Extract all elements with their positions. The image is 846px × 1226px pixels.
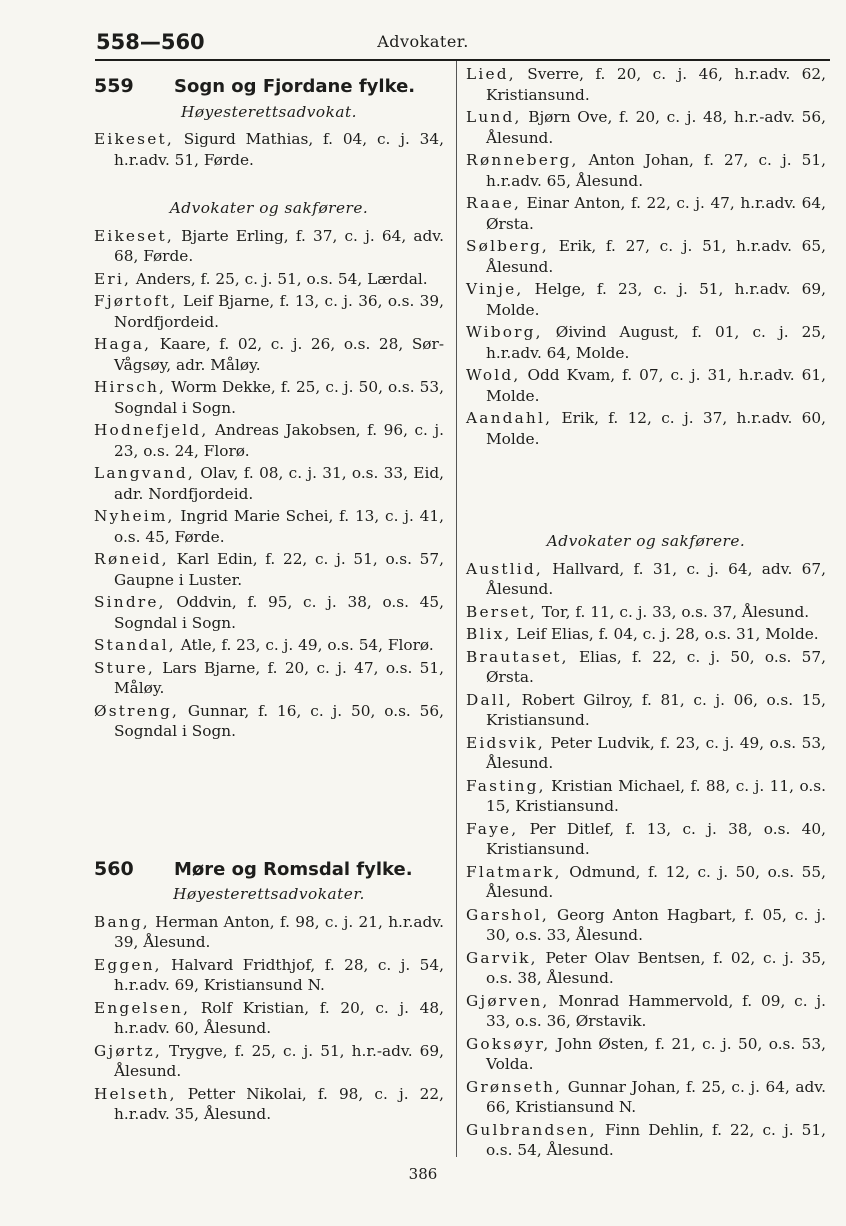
directory-entry — [466, 905, 826, 946]
page-range: 558—560 — [96, 30, 205, 54]
directory-entry — [466, 690, 826, 731]
entry-surname: Faye, — [466, 819, 519, 838]
entry-details: Gunnar, f. 16, c. j. 50, o.s. 56, Sogndal i Sogn. — [114, 701, 444, 740]
entry-surname: Sindre, — [94, 593, 166, 611]
entry-surname: Flatmark, — [466, 862, 562, 881]
s559-group-2 — [94, 226, 444, 742]
entry-details: Anton Johan, f. 27, c. j. 51, h.r.adv. 65, Ålesund. — [486, 151, 826, 190]
entry-details: Peter Olav Bentsen, f. 02, c. j. 35, o.s. 38, Ålesund. — [486, 948, 826, 987]
directory-entry — [466, 602, 826, 623]
entry-details: Odd Kvam, f. 07, c. j. 31, h.r.adv. 61, Molde. — [486, 366, 826, 405]
entry-details: Leif Bjarne, f. 13, c. j. 36, o.s. 39, Nordfjordeid. — [114, 292, 444, 331]
s560-group-2 — [466, 559, 826, 1161]
entry-details: Petter Nikolai, f. 98, c. j. 22, h.r.adv. 35, Ålesund. — [114, 1084, 444, 1123]
entry-details: Sverre, f. 20, c. j. 46, h.r.adv. 62, Kristiansund. — [486, 65, 826, 104]
entry-details: Helge, f. 23, c. j. 51, h.r.adv. 69, Molde. — [486, 280, 826, 319]
directory-entry — [94, 226, 444, 267]
directory-entry — [466, 322, 826, 363]
section-560-name: Møre og Romsdal fylke. — [174, 858, 413, 880]
entry-details: John Østen, f. 21, c. j. 50, o.s. 53, Volda. — [486, 1034, 826, 1073]
directory-entry — [466, 1077, 826, 1118]
entry-details: Hallvard, f. 31, c. j. 64, adv. 67, Ålesund. — [486, 559, 826, 598]
entry-surname: Wiborg, — [466, 323, 543, 341]
entry-surname: Bang, — [94, 912, 150, 931]
entry-surname: Eikeset, — [94, 226, 174, 245]
directory-entry — [466, 193, 826, 234]
entry-surname: Røneid, — [94, 550, 169, 568]
entry-details: Kaare, f. 02, c. j. 26, o.s. 28, Sør-Vågsøy, adr. Måløy. — [114, 335, 444, 374]
right-column — [466, 64, 826, 1163]
entry-surname: Fasting, — [466, 776, 546, 795]
directory-entry — [466, 236, 826, 277]
entry-surname: Berset, — [466, 602, 537, 621]
entry-surname: Lund, — [466, 108, 522, 126]
page-title: Advokater. — [377, 32, 469, 51]
s559-subheading-2: Advokater og sakførere. — [169, 199, 369, 217]
entry-details: Georg Anton Hagbart, f. 05, c. j. 30, o.s. 33, Ålesund. — [486, 905, 826, 944]
directory-entry — [94, 1041, 444, 1082]
directory-entry — [94, 1084, 444, 1125]
entry-surname: Eikeset, — [94, 130, 174, 148]
directory-entry — [94, 377, 444, 418]
entry-surname: Garshol, — [466, 905, 549, 924]
entry-surname: Østreng, — [94, 701, 180, 720]
directory-entry — [466, 64, 826, 105]
entry-surname: Eggen, — [94, 955, 162, 974]
entry-details: Ingrid Marie Schei, f. 13, c. j. 41, o.s. 45, Førde. — [114, 507, 444, 546]
entry-details: Elias, f. 22, c. j. 50, o.s. 57, Ørsta. — [486, 647, 826, 686]
entry-details: Erik, f. 12, c. j. 37, h.r.adv. 60, Molde. — [486, 409, 826, 448]
entry-surname: Dall, — [466, 690, 514, 709]
directory-entry — [94, 129, 444, 170]
column-divider — [456, 61, 457, 1157]
section-559-heading — [94, 76, 444, 98]
s559-subheading-1: Høyesterettsadvokat. — [181, 102, 357, 121]
directory-entry — [94, 420, 444, 461]
entry-details: Herman Anton, f. 98, c. j. 21, h.r.adv. 39, Ålesund. — [114, 912, 444, 951]
entry-details: Anders, f. 25, c. j. 51, o.s. 54, Lærdal. — [131, 269, 428, 288]
entry-details: Lars Bjarne, f. 20, c. j. 47, o.s. 51, Måløy. — [114, 658, 444, 697]
section-559-number: 559 — [94, 75, 134, 97]
directory-entry — [466, 624, 826, 645]
entry-surname: Fjørtoft, — [94, 292, 178, 310]
s560-group-1-right — [466, 64, 826, 449]
entry-surname: Aandahl, — [466, 409, 553, 427]
entry-details: Finn Dehlin, f. 22, c. j. 51, o.s. 54, Ålesund. — [486, 1120, 826, 1159]
entry-details: Worm Dekke, f. 25, c. j. 50, o.s. 53, Sogndal i Sogn. — [114, 378, 444, 417]
header-rule — [95, 59, 830, 61]
entry-surname: Langvand, — [94, 464, 195, 482]
entry-surname: Helseth, — [94, 1084, 177, 1103]
entry-surname: Sølberg, — [466, 237, 549, 255]
directory-entry — [94, 592, 444, 633]
directory-entry — [94, 912, 444, 953]
s559-group-1 — [94, 129, 444, 170]
entry-details: Leif Elias, f. 04, c. j. 28, o.s. 31, Molde. — [511, 625, 819, 643]
entry-surname: Hirsch, — [94, 378, 167, 396]
entry-details: Olav, f. 08, c. j. 31, o.s. 33, Eid, adr. Nordfjordeid. — [114, 464, 444, 503]
entry-details: Peter Ludvik, f. 23, c. j. 49, o.s. 53, Ålesund. — [486, 733, 826, 772]
directory-entry — [94, 998, 444, 1039]
directory-entry — [94, 506, 444, 547]
entry-surname: Gjørven, — [466, 991, 550, 1010]
directory-entry — [94, 955, 444, 996]
entry-surname: Rønneberg, — [466, 151, 579, 169]
entry-details: Karl Edin, f. 22, c. j. 51, o.s. 57, Gaupne i Luster. — [114, 550, 444, 589]
entry-details: Per Ditlef, f. 13, c. j. 38, o.s. 40, Kristiansund. — [486, 819, 826, 858]
directory-entry — [466, 1120, 826, 1161]
entry-surname: Grønseth, — [466, 1077, 563, 1096]
directory-entry — [94, 291, 444, 332]
section-560-heading — [94, 859, 444, 881]
entry-surname: Gulbrandsen, — [466, 1120, 597, 1139]
entry-surname: Wold, — [466, 366, 521, 384]
entry-details: Odmund, f. 12, c. j. 50, o.s. 55, Ålesund. — [486, 862, 826, 901]
entry-details: Tor, f. 11, c. j. 33, o.s. 37, Ålesund. — [536, 602, 810, 621]
entry-surname: Nyheim, — [94, 507, 175, 525]
directory-entry — [466, 819, 826, 860]
entry-details: Andreas Jakobsen, f. 96, c. j. 23, o.s. 24, Florø. — [114, 421, 444, 460]
directory-entry — [94, 635, 444, 656]
directory-entry — [466, 948, 826, 989]
entry-details: Einar Anton, f. 22, c. j. 47, h.r.adv. 64, Ørsta. — [486, 194, 826, 233]
directory-entry — [94, 549, 444, 590]
section-560-number: 560 — [94, 857, 134, 880]
entry-details: Kristian Michael, f. 88, c. j. 11, o.s. 15, Kristiansund. — [486, 776, 826, 815]
page-number: 386 — [408, 1165, 438, 1183]
entry-details: Rolf Kristian, f. 20, c. j. 48, h.r.adv. 60, Ålesund. — [114, 998, 444, 1037]
left-column — [94, 64, 444, 1127]
entry-details: Øivind August, f. 01, c. j. 25, h.r.adv. 64, Molde. — [486, 323, 826, 362]
entry-surname: Engelsen, — [94, 998, 191, 1017]
directory-entry — [466, 733, 826, 774]
entry-surname: Eri, — [94, 269, 132, 288]
directory-entry — [94, 658, 444, 699]
entry-surname: Vinje, — [466, 280, 524, 298]
entry-surname: Austlid, — [466, 559, 543, 578]
entry-surname: Blix, — [466, 625, 512, 643]
directory-entry — [466, 107, 826, 148]
entry-surname: Goksøyr, — [466, 1034, 551, 1053]
entry-details: Erik, f. 27, c. j. 51, h.r.adv. 65, Ålesund. — [486, 237, 826, 276]
entry-surname: Haga, — [94, 335, 152, 353]
directory-entry — [466, 408, 826, 449]
entry-details: Bjarte Erling, f. 37, c. j. 64, adv. 68, Førde. — [114, 226, 444, 265]
section-559-name: Sogn og Fjordane fylke. — [174, 76, 416, 97]
entry-surname: Sture, — [94, 658, 155, 677]
entry-surname: Gjørtz, — [94, 1041, 162, 1060]
entry-details: Gunnar Johan, f. 25, c. j. 64, adv. 66, Kristiansund N. — [486, 1077, 826, 1116]
directory-entry — [466, 279, 826, 320]
entry-surname: Eidsvik, — [466, 733, 545, 752]
directory-entry — [94, 334, 444, 375]
directory-entry — [466, 862, 826, 903]
s560-group-1-left — [94, 912, 444, 1125]
entry-details: Trygve, f. 25, c. j. 51, h.r.-adv. 69, Ålesund. — [114, 1041, 444, 1080]
directory-entry — [466, 365, 826, 406]
directory-entry — [94, 269, 444, 290]
directory-entry — [466, 776, 826, 817]
s560-subheading-1: Høyesterettsadvokater. — [173, 885, 365, 903]
entry-details: Sigurd Mathias, f. 04, c. j. 34, h.r.adv. 51, Førde. — [114, 130, 444, 169]
directory-entry — [466, 1034, 826, 1075]
entry-details: Atle, f. 23, c. j. 49, o.s. 54, Florø. — [175, 636, 434, 654]
directory-entry — [94, 701, 444, 742]
entry-surname: Brautaset, — [466, 647, 569, 666]
directory-entry — [466, 150, 826, 191]
entry-surname: Raae, — [466, 194, 522, 212]
directory-entry — [466, 647, 826, 688]
entry-surname: Garvik, — [466, 948, 538, 967]
directory-entry — [94, 463, 444, 504]
s560-subheading-2: Advokater og sakførere. — [546, 532, 746, 550]
entry-details: Bjørn Ove, f. 20, c. j. 48, h.r.-adv. 56, Ålesund. — [486, 108, 826, 147]
entry-details: Oddvin, f. 95, c. j. 38, o.s. 45, Sogndal i Sogn. — [114, 593, 444, 632]
entry-details: Monrad Hammervold, f. 09, c. j. 33, o.s. 36, Ørstavik. — [486, 991, 826, 1030]
entry-details: Robert Gilroy, f. 81, c. j. 06, o.s. 15, Kristiansund. — [486, 690, 826, 729]
entry-surname: Lied, — [466, 65, 516, 83]
entry-surname: Standal, — [94, 636, 176, 654]
directory-entry — [466, 991, 826, 1032]
directory-entry — [466, 559, 826, 600]
entry-surname: Hodnefjeld, — [94, 421, 209, 439]
entry-details: Halvard Fridthjof, f. 28, c. j. 54, h.r.adv. 69, Kristiansund N. — [114, 955, 444, 994]
